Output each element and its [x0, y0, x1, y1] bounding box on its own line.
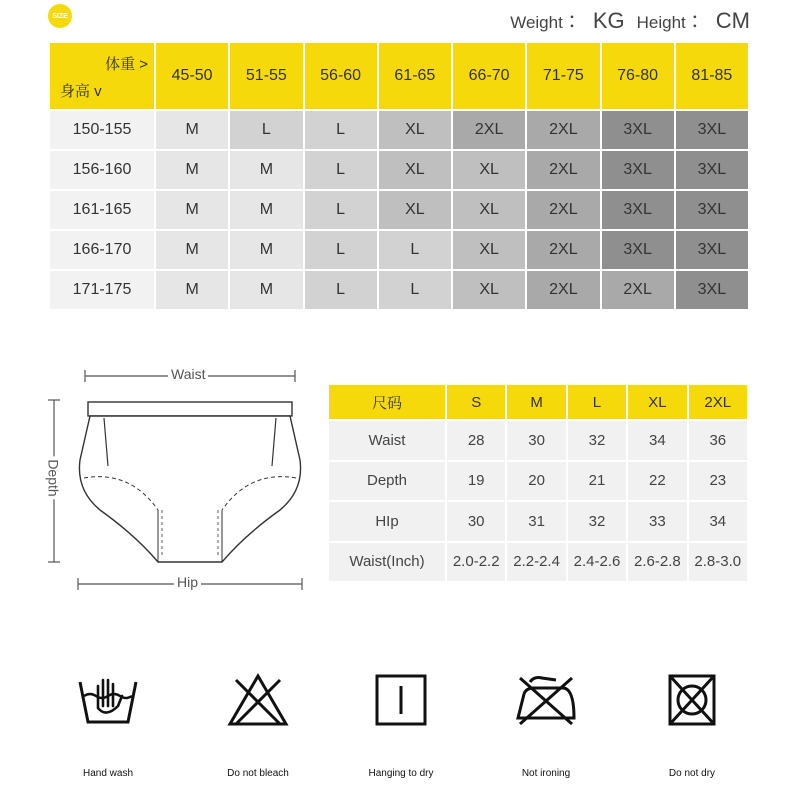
care-hand-wash	[53, 672, 163, 779]
size-cell: XL	[453, 231, 525, 269]
height-cell: 171-175	[50, 271, 154, 309]
measure-value: 34	[628, 421, 686, 459]
size-cell: M	[230, 231, 302, 269]
care-label: Hanging to dry	[368, 768, 434, 779]
weight-label: Weight	[510, 13, 563, 32]
measure-value: 32	[568, 421, 626, 459]
table-row	[50, 151, 748, 189]
care-no-tumble-dry	[637, 672, 747, 779]
size-cell: M	[156, 271, 228, 309]
size-cell: 2XL	[527, 111, 599, 149]
measure-value: 31	[507, 502, 565, 540]
height-cell: 166-170	[50, 231, 154, 269]
size-cell: L	[305, 191, 377, 229]
hand-wash-icon	[76, 672, 140, 728]
size-cell: XL	[379, 151, 451, 189]
size-cell: M	[230, 151, 302, 189]
size-cell: 3XL	[602, 111, 674, 149]
measure-value: 32	[568, 502, 626, 540]
measure-value: 2.4-2.6	[568, 543, 626, 581]
weight-header: 56-60	[305, 43, 377, 109]
size-cell: 3XL	[602, 191, 674, 229]
measure-value: 22	[628, 462, 686, 500]
measure-value: 28	[447, 421, 505, 459]
size-cell: XL	[379, 191, 451, 229]
measure-value: 20	[507, 462, 565, 500]
depth-label: Depth	[46, 456, 62, 499]
size-cell: 2XL	[527, 151, 599, 189]
weight-header: 71-75	[527, 43, 599, 109]
measure-value: 34	[689, 502, 747, 540]
size-cell: M	[156, 151, 228, 189]
measure-value: 30	[507, 421, 565, 459]
size-header: M	[507, 385, 565, 419]
measure-label: HIp	[329, 502, 445, 540]
size-cell: L	[305, 151, 377, 189]
size-cell: M	[230, 271, 302, 309]
care-no-iron	[491, 672, 601, 779]
measure-label: Depth	[329, 462, 445, 500]
weight-header: 45-50	[156, 43, 228, 109]
size-cell: 2XL	[527, 271, 599, 309]
care-no-bleach	[203, 672, 313, 779]
size-header-label: 尺码	[329, 385, 445, 419]
no-iron-icon	[514, 672, 578, 728]
no-bleach-icon	[226, 672, 290, 728]
table-row	[329, 543, 747, 581]
waist-label: Waist	[168, 366, 208, 382]
size-cell: L	[379, 271, 451, 309]
weight-header: 76-80	[602, 43, 674, 109]
measure-value: 21	[568, 462, 626, 500]
size-cell: 3XL	[676, 111, 748, 149]
size-header: XL	[628, 385, 686, 419]
measure-value: 33	[628, 502, 686, 540]
measure-label: Waist(Inch)	[329, 543, 445, 581]
weight-header: 81-85	[676, 43, 748, 109]
weight-height-size-chart	[48, 41, 750, 311]
size-cell: L	[230, 111, 302, 149]
care-label: Not ironing	[521, 768, 571, 779]
corner-cell	[50, 43, 154, 109]
measure-value: 2.6-2.8	[628, 543, 686, 581]
size-cell: M	[156, 231, 228, 269]
care-label: Do not bleach	[227, 768, 289, 779]
measure-value: 2.8-3.0	[689, 543, 747, 581]
corner-height-label: 身高 v	[60, 83, 102, 100]
height-unit: CM	[715, 8, 750, 33]
hip-label: Hip	[174, 574, 201, 590]
table-row	[50, 111, 748, 149]
size-cell: 2XL	[602, 271, 674, 309]
units-legend	[510, 4, 750, 35]
colon: ：	[566, 8, 589, 33]
measure-value: 2.0-2.2	[447, 543, 505, 581]
measure-value: 30	[447, 502, 505, 540]
no-tumble-dry-icon	[660, 672, 724, 728]
size-cell: 2XL	[527, 191, 599, 229]
size-cell: L	[379, 231, 451, 269]
measurement-table	[327, 383, 749, 583]
size-cell: M	[156, 191, 228, 229]
size-cell: 3XL	[676, 191, 748, 229]
height-cell: 156-160	[50, 151, 154, 189]
corner-weight-label: 体重 >	[105, 56, 148, 73]
size-cell: L	[305, 111, 377, 149]
weight-unit: KG	[592, 8, 625, 33]
size-cell: 2XL	[453, 111, 525, 149]
measure-value: 2.2-2.4	[507, 543, 565, 581]
size-cell: 3XL	[602, 231, 674, 269]
table-row	[329, 502, 747, 540]
care-hang-dry	[346, 672, 456, 779]
size-cell: 3XL	[602, 151, 674, 189]
measure-label: Waist	[329, 421, 445, 459]
size-header: 2XL	[689, 385, 747, 419]
size-cell: 3XL	[676, 151, 748, 189]
size-cell: M	[156, 111, 228, 149]
size-cell: M	[230, 191, 302, 229]
measurement-header	[329, 385, 747, 419]
briefs-illustration	[40, 360, 320, 600]
table-row	[329, 421, 747, 459]
measure-value: 19	[447, 462, 505, 500]
garment-diagram	[40, 360, 320, 600]
size-cell: 2XL	[527, 231, 599, 269]
colon: ：	[689, 8, 712, 33]
size-cell: XL	[453, 191, 525, 229]
care-label: Do not dry	[668, 768, 716, 779]
table-row	[50, 191, 748, 229]
size-badge: SIZE	[48, 4, 72, 28]
weight-header: 61-65	[379, 43, 451, 109]
size-cell: L	[305, 231, 377, 269]
table-row	[50, 231, 748, 269]
size-header: L	[568, 385, 626, 419]
care-label: Hand wash	[82, 768, 134, 779]
table-row	[50, 271, 748, 309]
measure-value: 23	[689, 462, 747, 500]
height-cell: 161-165	[50, 191, 154, 229]
table-row	[329, 462, 747, 500]
size-cell: XL	[453, 151, 525, 189]
size-cell: XL	[453, 271, 525, 309]
size-header: S	[447, 385, 505, 419]
height-cell: 150-155	[50, 111, 154, 149]
weight-header: 51-55	[230, 43, 302, 109]
weight-header: 66-70	[453, 43, 525, 109]
size-chart-header	[50, 43, 748, 109]
size-cell: L	[305, 271, 377, 309]
size-cell: XL	[379, 111, 451, 149]
height-label: Height	[636, 13, 686, 32]
hang-dry-icon	[369, 672, 433, 728]
size-cell: 3XL	[676, 231, 748, 269]
measure-value: 36	[689, 421, 747, 459]
size-cell: 3XL	[676, 271, 748, 309]
